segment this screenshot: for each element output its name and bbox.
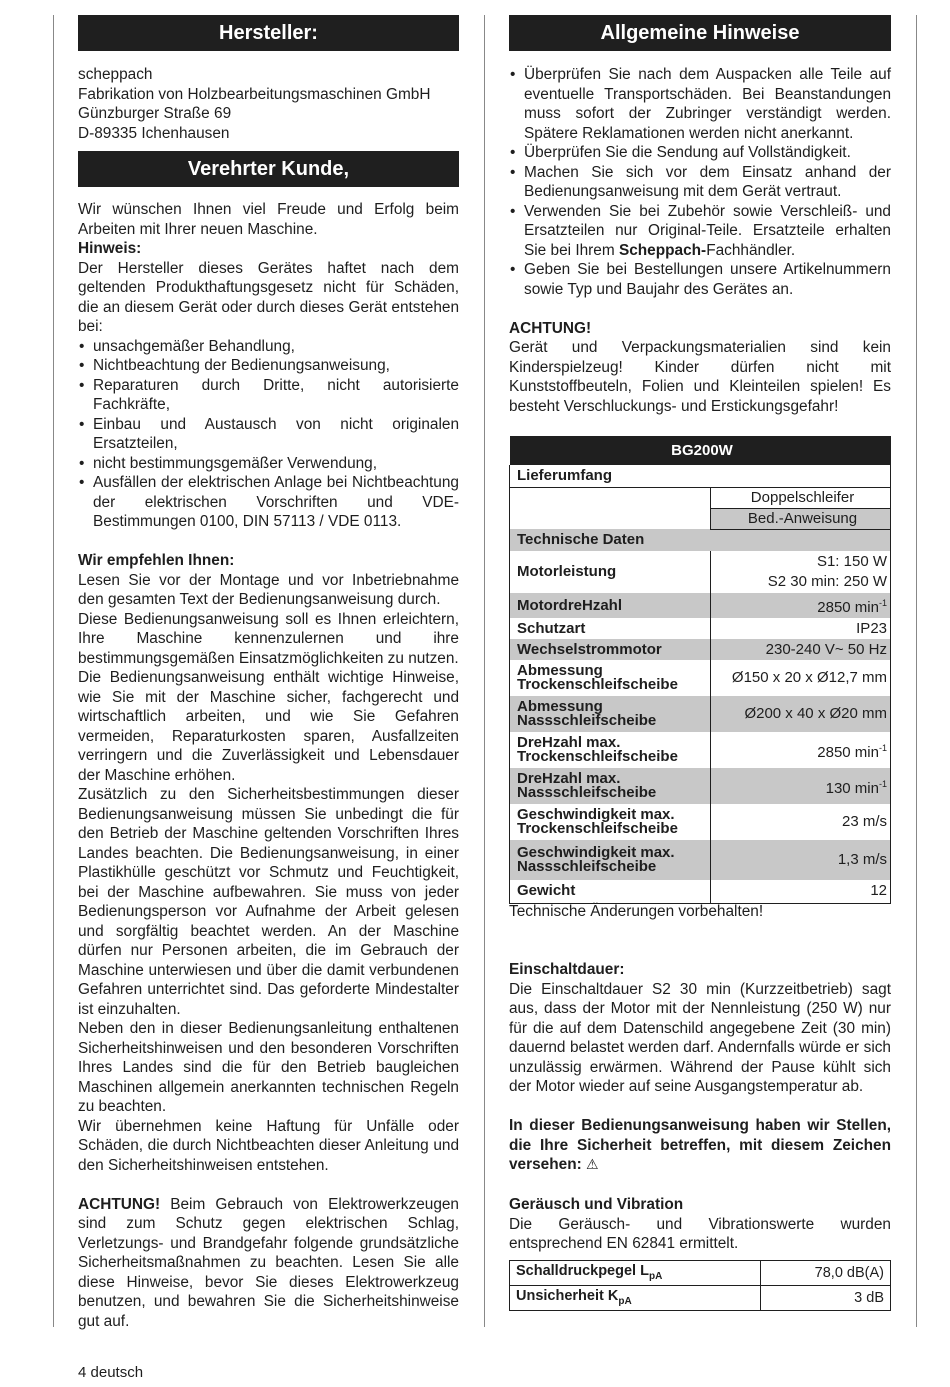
spec-value-text: 23 m/s	[841, 813, 887, 830]
scope-label: Lieferumfang	[510, 465, 891, 487]
spec-label-line: Nassschleifscheibe	[517, 858, 657, 875]
noise-row	[510, 1285, 891, 1310]
list-item	[509, 202, 891, 261]
spec-row	[510, 768, 891, 804]
spec-row	[510, 593, 891, 618]
spec-value-text: 2850 min	[817, 599, 879, 616]
spec-label-line: DreHzahl max.	[517, 734, 621, 751]
duty-text: Die Einschaltdauer S2 30 min (Kurzzeitbetrieb) sagt aus, dass der Motor mit der Nennleistung (250 W) nur für die auf dem Datenschild angegebene Zeit (30 min) dauernd belastet werden darf. Andernfalls würde er sich unzulässig erwärmen. Während der Pause kühlt sich der Motor wieder auf seine Ausgangstemperatur ab.	[509, 980, 891, 1095]
spec-row	[510, 880, 891, 903]
toy-warning-label: ACHTUNG!	[509, 319, 592, 337]
customer-intro: Wir wünschen Ihnen viel Freude und Erfolg beim Arbeiten mit Ihrer neuen Maschine.	[78, 201, 459, 238]
spec-row	[510, 696, 891, 732]
list-item: • Nichtbeachtung der Bedienungsanweisung,	[78, 356, 459, 376]
parts-text: Verwenden Sie bei Zubehör sowie Verschleiß- und Ersatzteilen nur Original-Teile. Ersatzteile erhalten Sie bei Ihrem	[524, 202, 891, 259]
spec-label-line: Abmessung	[517, 698, 603, 715]
safety-note	[509, 1116, 891, 1176]
page-footer: 4 deutsch	[78, 1364, 144, 1381]
list-item: • unsachgemäßer Behandlung,	[78, 337, 459, 357]
spec-value	[711, 840, 891, 880]
liability-list	[78, 337, 459, 532]
recommend-paragraph: Neben den in dieser Bedienungsanleitung enthaltenen Sicherheitshinweisen und den besonderen Vorschriften Ihres Landes sind die für den Betrieb baugleichen Maschinen allgemein anerkannten technischen Regeln zu beachten.	[78, 1020, 459, 1115]
spec-label-line: Geschwindigkeit max.	[517, 844, 675, 861]
noise-subscript: pA	[618, 1295, 632, 1307]
spec-label-line: MotordreHzahl	[517, 596, 622, 614]
tech-label: Technische Daten	[510, 529, 891, 551]
list-item: • Machen Sie sich vor dem Einsatz anhand der Bedienungsanweisung mit dem Gerät vertraut.	[509, 163, 891, 202]
spec-value-text: Ø150 x 20 x Ø12,7 mm	[731, 669, 887, 686]
safety-note-text: In dieser Bedienungsanweisung haben wir Stellen, die Ihre Sicherheit betreffen, mit diesem Zeichen versehen:	[509, 1117, 891, 1173]
warning-text: Beim Gebrauch von Elektrowerkzeugen sind zum Schutz gegen elektrischen Schlag, Verletzungs- und Brandgefahr folgende grundsätzliche Sicherheitsmaßnahmen zu beachten. Lesen Sie alle diese Hinweise, bevor Sie dieses Elektrowerkzeug benutzen, und bewahren Sie die Sicherheitshinweise gut auf.	[78, 1195, 459, 1330]
noise-label-cell	[510, 1285, 761, 1310]
dealer-brand: Scheppach-	[618, 241, 707, 259]
noise-label: Geräusch und Vibration	[509, 1196, 684, 1213]
spec-value-text: S2 30 min: 250 W	[767, 573, 887, 590]
list-item: • nicht bestimmungsgemäßer Verwendung,	[78, 454, 459, 474]
scope-item: Bed.-Anweisung	[711, 508, 891, 529]
spec-label	[510, 732, 711, 768]
spec-label-line: DreHzahl max.	[517, 770, 621, 787]
spec-label	[510, 660, 711, 696]
spec-value-text: S1: 150 W	[816, 553, 887, 570]
left-column	[78, 15, 459, 1331]
recommend-paragraph: Die Bedienungsanweisung enthält wichtige Hinweise, wie Sie mit der Maschine sicher, fachgerecht und wirtschaftlich arbeiten, und wie Sie Gefahren vermeiden, Reparaturkosten sparen, Ausfallzeiten verringern und die Zuverlässigkeit und Lebensdauer der Maschine erhöhen.	[78, 669, 459, 784]
spec-value-exponent: -1	[878, 778, 887, 789]
recommend-paragraph: Zusätzlich zu den Sicherheitsbestimmungen dieser Bedienungsanweisung müssen Sie unbedingt die für den Betrieb der Maschine geltenden Vorschriften Ihres Landes beachten. Die Bedienungsanweisung, in einer Plastikhülle geschützt vor Schmutz und Feuchtigkeit, bei der Maschine aufbewahren. Sie muss von jeder Bedienungsperson vor Aufnahme der Arbeit gelesen und sorgfältig beachtet werden. An der Maschine dürfen nur Personen arbeiten, die im Gebrauch der Maschine unterwiesen und über die damit verbundenen Gefahren unterrichtet sind. Das geforderte Mindestalter ist einzuhalten.	[78, 786, 459, 1018]
spec-value-exponent: -1	[878, 742, 887, 753]
noise-rows	[510, 1260, 891, 1310]
spec-value	[711, 732, 891, 768]
spec-label	[510, 880, 711, 903]
spec-value	[711, 593, 891, 618]
list-item: • Überprüfen Sie die Sendung auf Vollständigkeit.	[509, 143, 891, 163]
spec-label	[510, 618, 711, 639]
spec-label-line: Trockenschleifscheibe	[517, 676, 678, 693]
spec-row	[510, 732, 891, 768]
manufacturer-city: D-89335 Ichenhausen	[78, 124, 230, 142]
list-item: • Reparaturen durch Dritte, nicht autorisierte Fachkräfte,	[78, 376, 459, 415]
spec-value-exponent: -1	[878, 598, 887, 608]
manufacturer-name: scheppach	[78, 66, 153, 83]
spec-label	[510, 768, 711, 804]
spec-value	[711, 696, 891, 732]
noise-label-cell	[510, 1260, 761, 1285]
spec-model: BG200W	[510, 436, 891, 465]
column-rule-right	[916, 15, 917, 1327]
spec-value-text: 2850 min	[817, 743, 879, 761]
column-rule-left	[53, 15, 54, 1327]
spec-row	[510, 660, 891, 696]
recommend-paragraph: Lesen Sie vor der Montage und vor Inbetriebnahme den gesamten Text der Bedienungsanweisung durch.	[78, 571, 459, 608]
warning-triangle-icon: ⚠	[586, 1157, 599, 1173]
spec-value	[711, 804, 891, 840]
spec-label-line: Geschwindigkeit max.	[517, 806, 675, 823]
warning-label: ACHTUNG!	[78, 1195, 161, 1213]
spec-row	[510, 639, 891, 660]
spec-value-text: 230-240 V~ 50 Hz	[765, 640, 887, 658]
recommend-paragraph: Wir übernehmen keine Haftung für Unfälle oder Schäden, die durch Nichtbeachten dieser Anleitung und den Sicherheitshinweisen entstehen.	[78, 1117, 459, 1174]
right-column	[509, 15, 891, 1311]
spec-table	[509, 436, 891, 904]
spec-label	[510, 593, 711, 618]
spec-value	[711, 660, 891, 696]
spec-label	[510, 639, 711, 660]
spec-label-line: Abmessung	[517, 662, 603, 679]
manufacturer-company: Fabrikation von Holzbearbeitungsmaschinen GmbH	[78, 85, 431, 103]
spec-value	[711, 551, 891, 593]
list-item: • Einbau und Austausch von nicht originalen Ersatzteilen,	[78, 415, 459, 454]
list-item: • Ausfällen der elektrischen Anlage bei Nichtbeachtung der elektrischen Vorschriften und VDE-Bestimmungen 0100, DIN 57113 / VDE 0113.	[78, 473, 459, 532]
noise-value: 78,0 dB(A)	[761, 1260, 891, 1285]
list-item: • Überprüfen Sie nach dem Auspacken alle Teile auf eventuelle Transportschäden. Bei Beanstandungen muss sofort der Zubringer verständigt werden. Spätere Reklamationen werden nicht anerkannt.	[509, 65, 891, 143]
spec-label-line: Schutzart	[517, 619, 586, 637]
spec-label-line: Wechselstrommotor	[517, 640, 662, 658]
spec-rows	[510, 551, 891, 903]
spec-value-text: 130 min	[825, 779, 879, 797]
spec-row	[510, 840, 891, 880]
spec-value-text: 1,3 m/s	[837, 851, 887, 868]
manufacturer-heading: Hersteller:	[78, 15, 459, 51]
noise-name: Schalldruckpegel L	[516, 1263, 649, 1280]
noise-subscript: pA	[648, 1270, 663, 1282]
spec-label	[510, 696, 711, 732]
toy-warning-text: Gerät und Verpackungsmaterialien sind kein Kinderspielzeug! Kinder dürfen nicht mit Kunststoffbeuteln, Folien und Kleinteilen spielen! Es besteht Verschluckungs- und Erstickungsgefahr!	[509, 339, 891, 415]
noise-text: Die Geräusch- und Vibrationswerte wurden entsprechend EN 62841 ermittelt.	[509, 1215, 891, 1252]
general-list	[509, 65, 891, 299]
spec-value-text: IP23	[856, 619, 887, 637]
manufacturer-street: Günzburger Straße 69	[78, 105, 232, 122]
note-text: Der Hersteller dieses Gerätes haftet nach dem geltenden Produkthaftungsgesetz nicht für Schäden, die an diesem Gerät oder durch dieses Gerät entstehen bei:	[78, 259, 459, 335]
customer-heading: Verehrter Kunde,	[78, 151, 459, 187]
spec-label-line: Nassschleifscheibe	[517, 784, 657, 801]
spec-label	[510, 804, 711, 840]
spec-value-text: Ø200 x 40 x Ø20 mm	[744, 705, 887, 722]
spec-label	[510, 551, 711, 593]
spec-value	[711, 880, 891, 903]
spec-value	[711, 618, 891, 639]
note-label: Hinweis:	[78, 240, 142, 257]
spec-value-text: 12	[870, 882, 887, 900]
recommend-paragraph: Diese Bedienungsanweisung soll es Ihnen erleichtern, Ihre Maschine kennenzulernen und ihre bestimmungsgemäßen Einsatzmöglichkeiten zu nutzen.	[78, 610, 459, 667]
electrical-warning	[78, 1195, 459, 1332]
spec-row	[510, 618, 891, 639]
spec-row	[510, 551, 891, 593]
spec-value	[711, 768, 891, 804]
noise-name: Unsicherheit K	[516, 1288, 619, 1305]
spec-label-line: Trockenschleifscheibe	[517, 820, 678, 837]
spec-note: Technische Änderungen vorbehalten!	[509, 902, 764, 920]
spec-label	[510, 840, 711, 880]
column-rule-middle	[484, 15, 485, 1327]
list-item: • Geben Sie bei Bestellungen unsere Artikelnummern sowie Typ und Baujahr des Gerätes an.	[509, 260, 891, 299]
spec-value	[711, 639, 891, 660]
scope-item: Doppelschleifer	[711, 487, 891, 508]
recommend-label: Wir empfehlen Ihnen:	[78, 552, 235, 569]
noise-row	[510, 1260, 891, 1285]
noise-table	[509, 1260, 891, 1311]
spec-label-line: Motorleistung	[517, 563, 617, 580]
spec-label-line: Nassschleifscheibe	[517, 712, 657, 729]
parts-text-end: Fachhändler.	[706, 241, 796, 259]
spec-row	[510, 804, 891, 840]
spec-label-line: Gewicht	[517, 882, 576, 900]
general-heading: Allgemeine Hinweise	[509, 15, 891, 51]
noise-value: 3 dB	[761, 1285, 891, 1310]
duty-label: Einschaltdauer:	[509, 961, 625, 978]
spec-label-line: Trockenschleifscheibe	[517, 748, 678, 765]
